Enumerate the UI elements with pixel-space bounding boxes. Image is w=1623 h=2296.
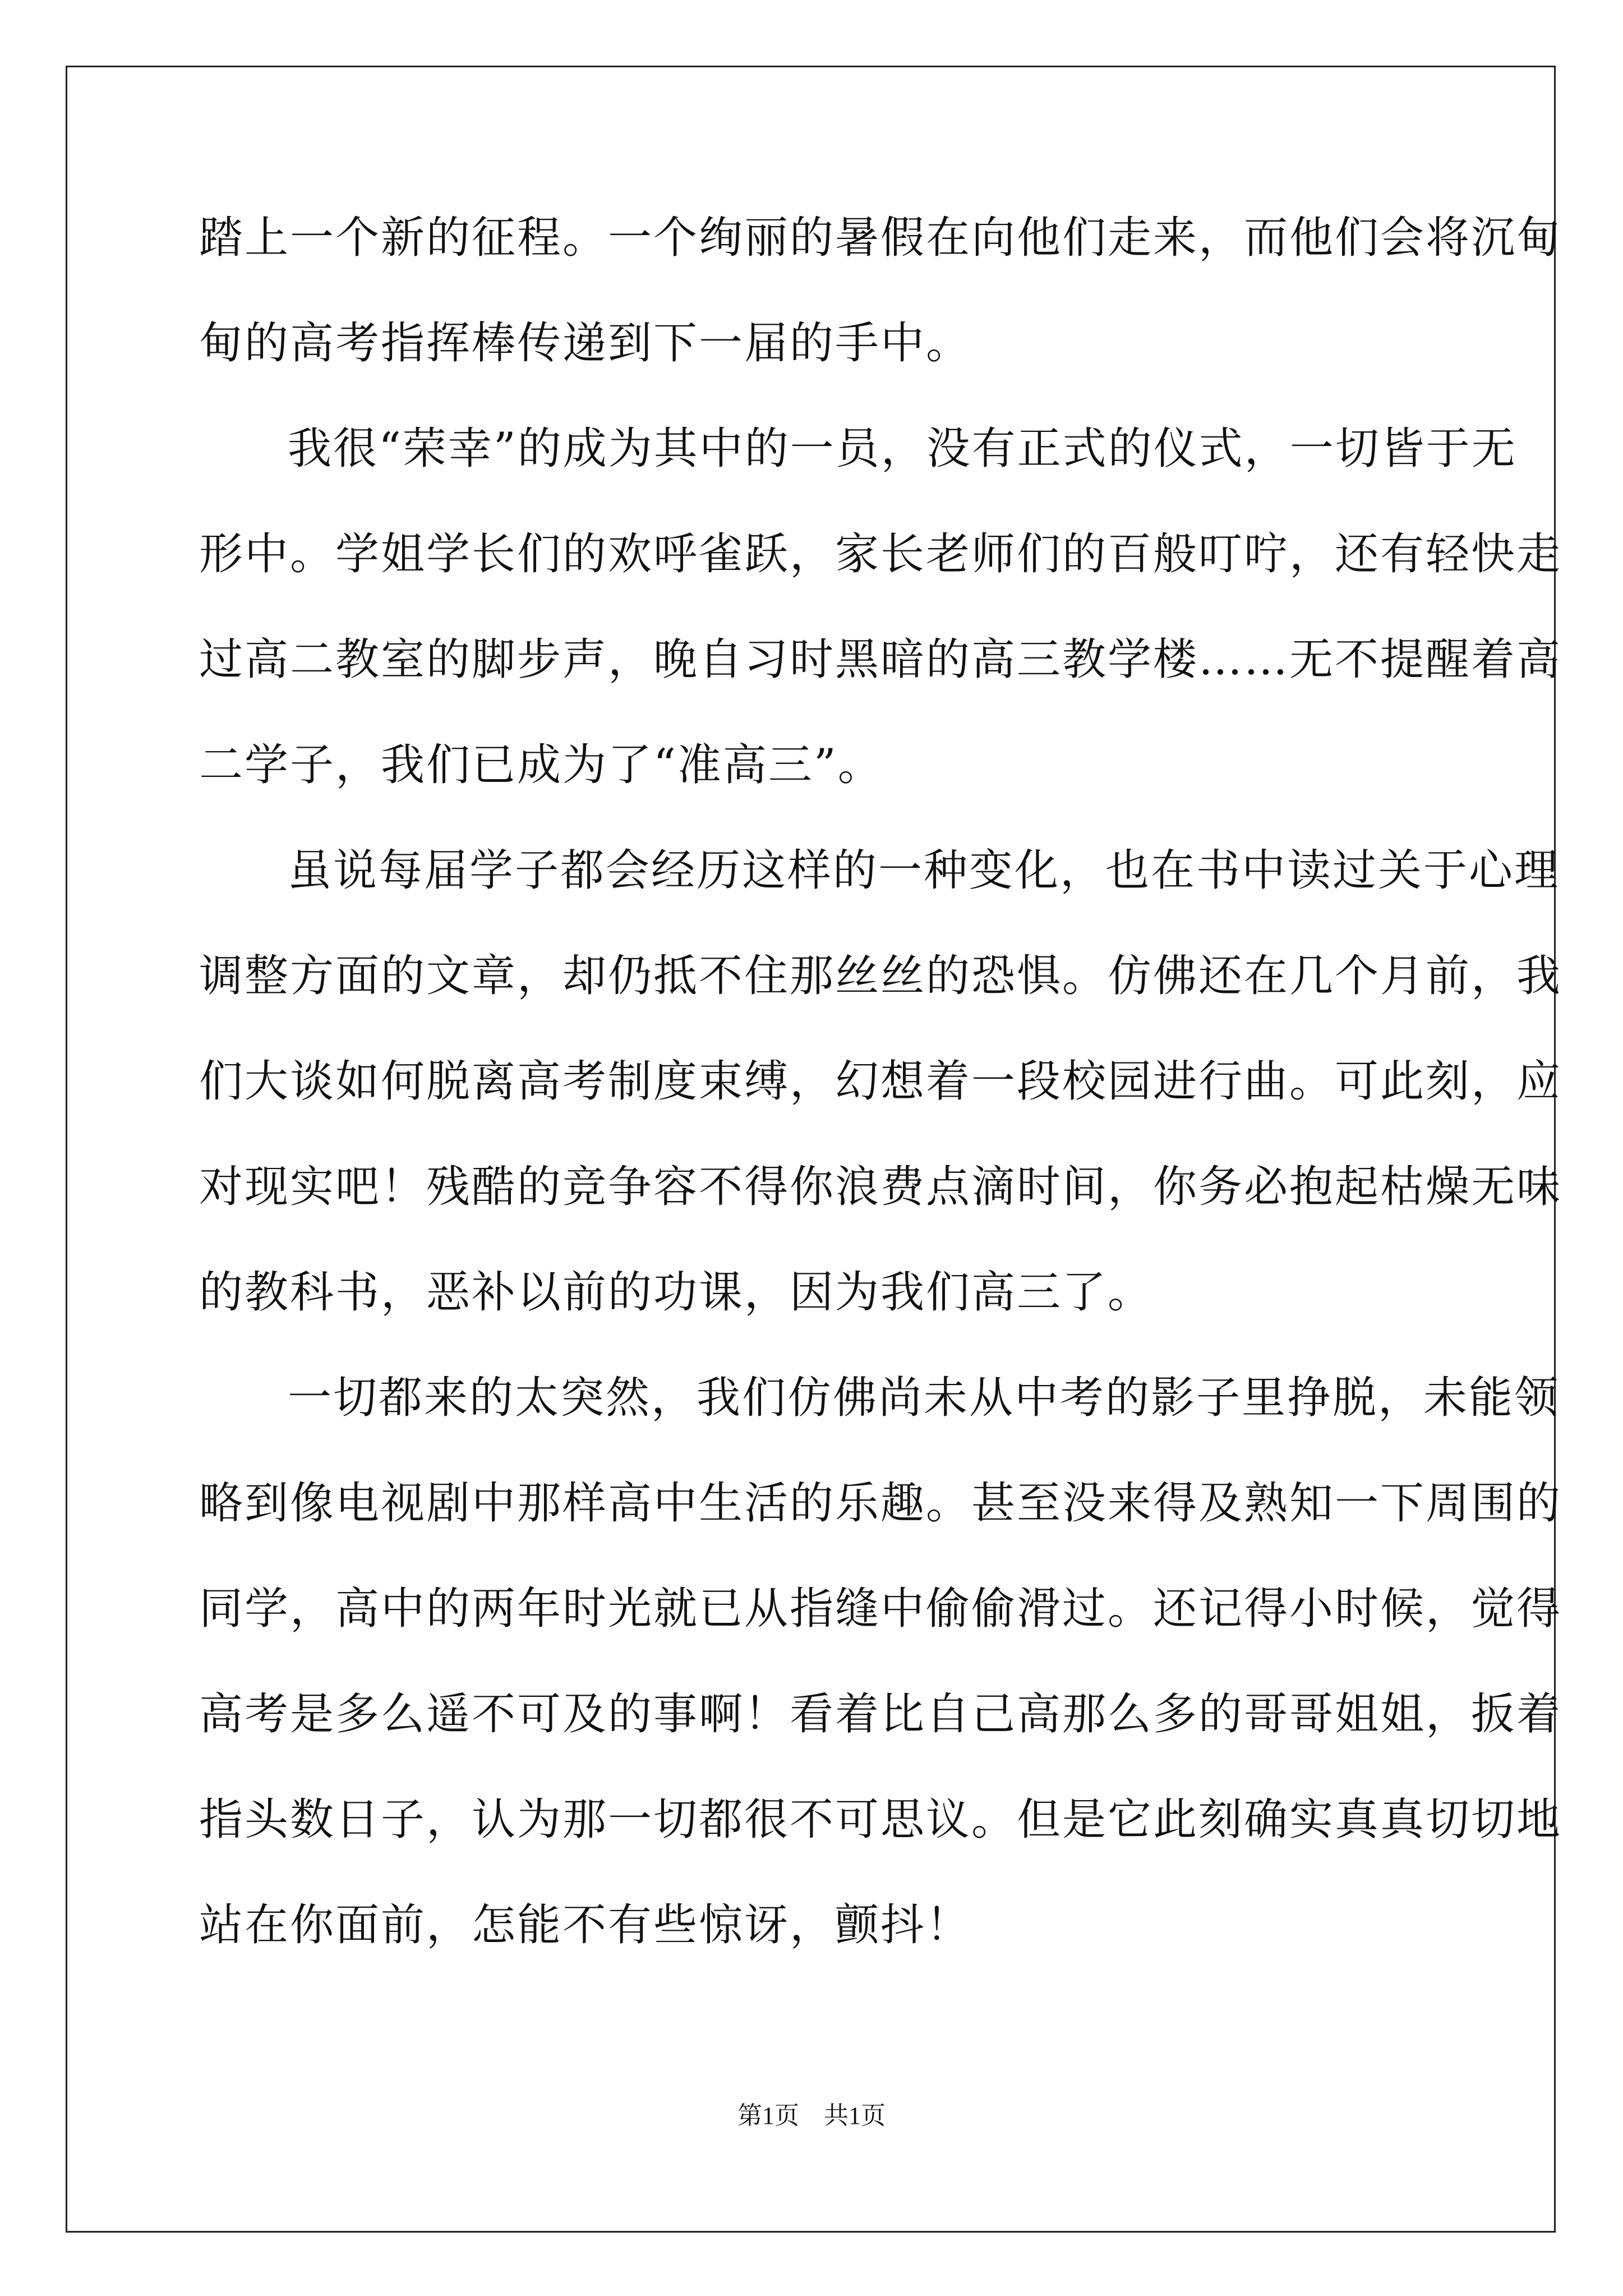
text-line: 形中。学姐学长们的欢呼雀跃，家长老师们的百般叮咛，还有轻快走 [199,529,1562,579]
text-line: 甸的高考指挥棒传递到下一届的手中。 [199,318,972,369]
page-number-footer: 第1页 共1页 [737,2102,886,2129]
text-line: 指头数日子，认为那一切都很不可思议。但是它此刻确实真真切切地 [199,1795,1562,1845]
document-body [199,185,1562,1978]
text-line: 的教科书，恶补以前的功课，因为我们高三了。 [199,1267,1154,1318]
text-line: 站在你面前，怎能不有些惊讶，颤抖！ [199,1900,972,1950]
text-line: 同学，高中的两年时光就已从指缝中偷偷滑过。还记得小时候，觉得 [199,1584,1562,1634]
text-line: 们大谈如何脱离高考制度束缚，幻想着一段校园进行曲。可此刻，应 [199,1056,1562,1107]
text-line: 高考是多么遥不可及的事啊！看着比自己高那么多的哥哥姐姐，扳着 [199,1689,1562,1740]
text-line: 过高二教室的脚步声，晚自习时黑暗的高三教学楼……无不提醒着高 [199,634,1562,685]
text-line: 调整方面的文章，却仍抵不住那丝丝的恐惧。仿佛还在几个月前，我 [199,951,1562,1001]
text-line: 略到像电视剧中那样高中生活的乐趣。甚至没来得及熟知一下周围的 [199,1478,1562,1529]
text-line: 踏上一个新的征程。一个绚丽的暑假在向他们走来，而他们会将沉甸 [199,213,1562,263]
text-line: 二学子，我们已成为了“准高三”。 [199,740,883,790]
paragraph-start-line: 我很“荣幸”的成为其中的一员，没有正式的仪式，一切皆于无 [288,424,1517,474]
paragraph-start-line: 一切都来的太突然，我们仿佛尚未从中考的影子里挣脱，未能领 [288,1373,1560,1423]
text-line: 对现实吧！残酷的竞争容不得你浪费点滴时间，你务必抱起枯燥无味 [199,1162,1562,1212]
paragraph-start-line: 虽说每届学子都会经历这样的一种变化，也在书中读过关于心理 [288,845,1560,896]
